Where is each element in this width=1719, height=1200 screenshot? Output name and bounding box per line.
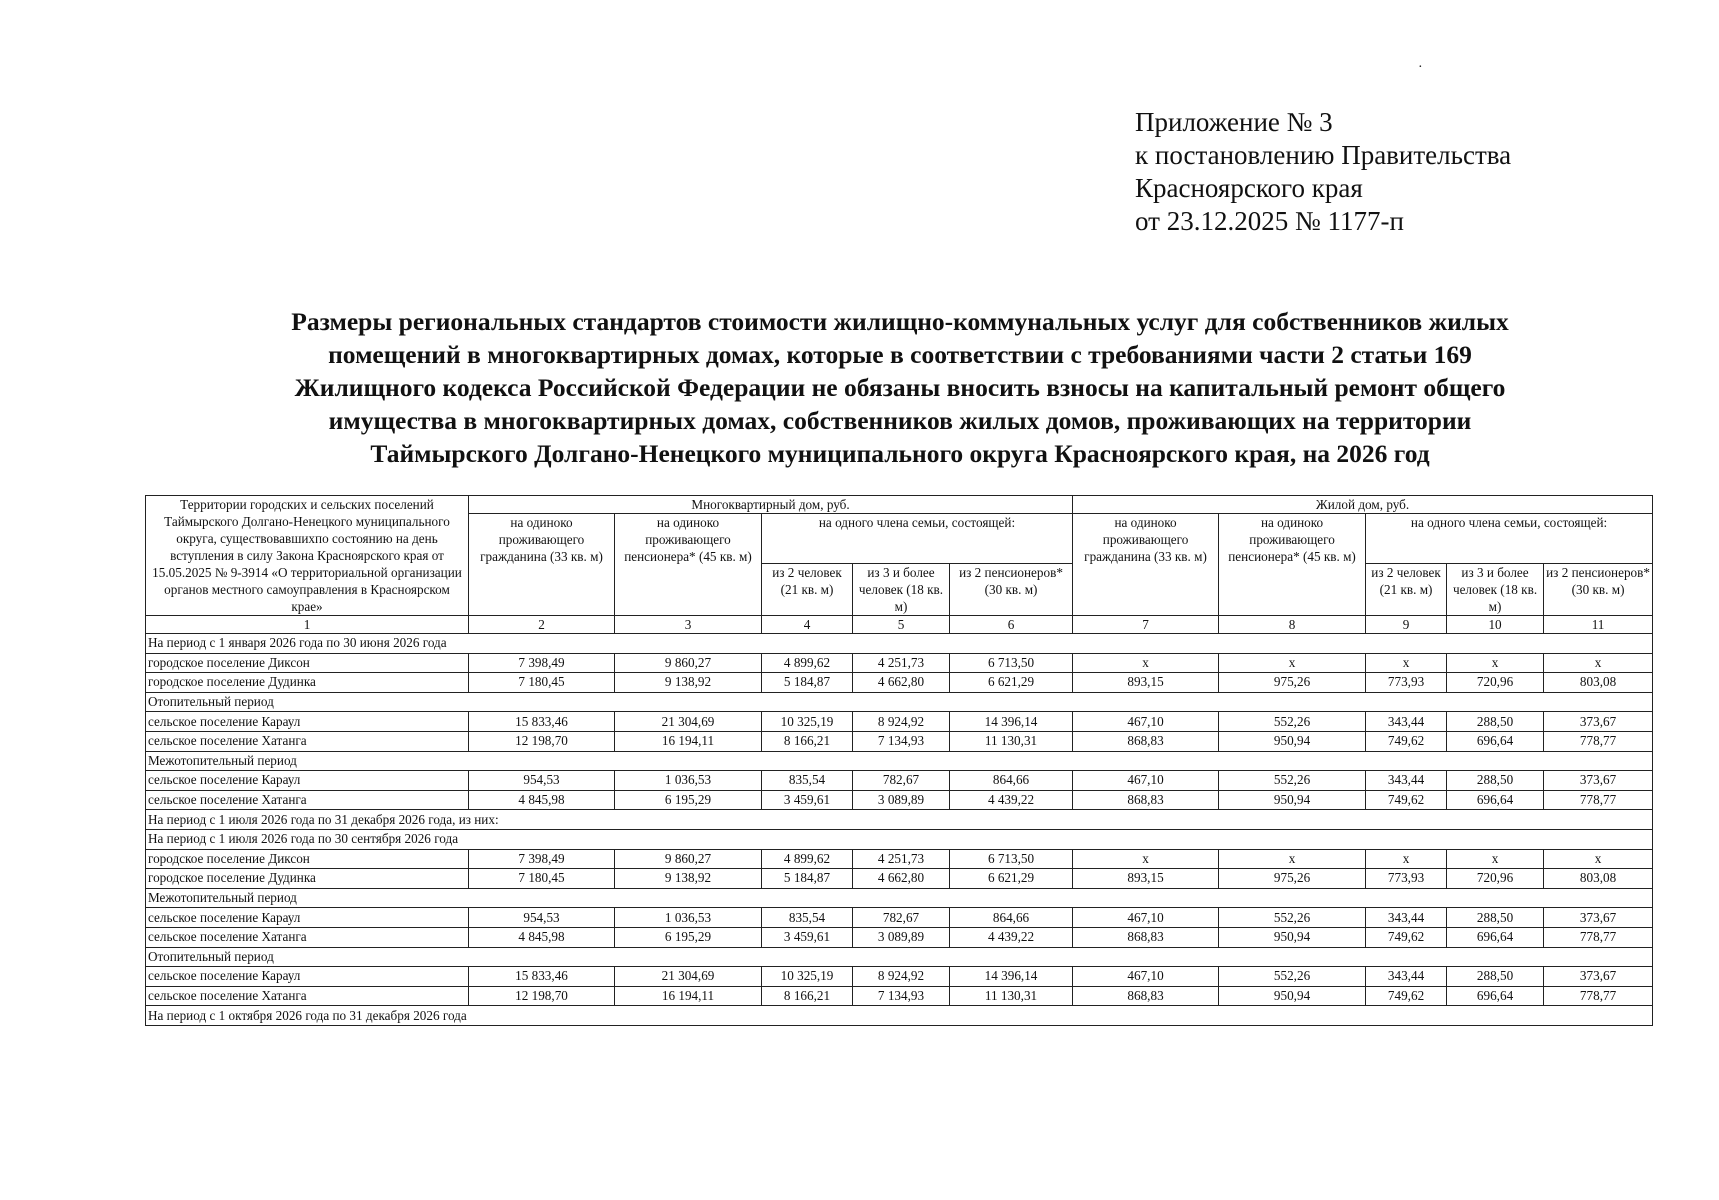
cost-value-cell: 868,83: [1073, 790, 1219, 810]
cost-value-cell: 12 198,70: [469, 986, 615, 1006]
cost-value-cell: 7 134,93: [853, 731, 950, 751]
cost-value-cell: 4 251,73: [853, 849, 950, 869]
settlement-name: городское поселение Диксон: [146, 653, 469, 673]
appendix-region: Красноярского края: [1135, 173, 1363, 203]
table-row: [146, 653, 1653, 673]
cost-value-cell: 8 924,92: [853, 712, 950, 732]
period-section-label: Отопительный период: [146, 692, 1653, 712]
cost-value-cell: 7 180,45: [469, 869, 615, 889]
cost-value-cell: 14 396,14: [950, 712, 1073, 732]
standards-table: [145, 495, 1653, 1026]
cost-value-cell: 4 899,62: [762, 849, 853, 869]
cost-value-cell: x: [1544, 849, 1653, 869]
cost-value-cell: 782,67: [853, 771, 950, 791]
cost-value-cell: 467,10: [1073, 967, 1219, 987]
cost-value-cell: x: [1544, 653, 1653, 673]
cost-value-cell: 696,64: [1447, 731, 1544, 751]
cost-value-cell: x: [1447, 849, 1544, 869]
cost-value-cell: 954,53: [469, 908, 615, 928]
cost-value-cell: 835,54: [762, 771, 853, 791]
cost-value-cell: 15 833,46: [469, 967, 615, 987]
cost-value-cell: 749,62: [1366, 927, 1447, 947]
header-house-family: на одного члена семьи, состоящей:: [1366, 514, 1653, 564]
cost-value-cell: 6 713,50: [950, 849, 1073, 869]
column-number: 11: [1544, 616, 1653, 634]
scan-speck: ·: [1418, 60, 1423, 75]
header-apt-single-citizen: на одиноко проживающего гражданина (33 кв. м): [469, 514, 615, 616]
header-apt-single-pensioner: на одиноко проживающего пенсионера* (45 кв. м): [615, 514, 762, 616]
cost-value-cell: 14 396,14: [950, 967, 1073, 987]
cost-value-cell: 950,94: [1219, 927, 1366, 947]
cost-value-cell: 9 138,92: [615, 673, 762, 693]
column-number-row: [146, 616, 1653, 634]
cost-value-cell: 288,50: [1447, 771, 1544, 791]
settlement-name: сельское поселение Хатанга: [146, 927, 469, 947]
cost-value-cell: 8 166,21: [762, 731, 853, 751]
cost-value-cell: x: [1073, 653, 1219, 673]
appendix-stamp: [1135, 106, 1511, 238]
cost-value-cell: 975,26: [1219, 673, 1366, 693]
cost-value-cell: 696,64: [1447, 986, 1544, 1006]
cost-value-cell: 4 845,98: [469, 927, 615, 947]
table-row: [146, 673, 1653, 693]
cost-value-cell: 720,96: [1447, 869, 1544, 889]
period-section-label: На период с 1 января 2026 года по 30 июня 2026 года: [146, 634, 1653, 654]
cost-value-cell: 803,08: [1544, 673, 1653, 693]
cost-value-cell: 16 194,11: [615, 986, 762, 1006]
cost-value-cell: 7 398,49: [469, 653, 615, 673]
column-number: 6: [950, 616, 1073, 634]
cost-value-cell: x: [1219, 653, 1366, 673]
cost-value-cell: 749,62: [1366, 731, 1447, 751]
cost-value-cell: 778,77: [1544, 927, 1653, 947]
cost-value-cell: 9 860,27: [615, 849, 762, 869]
period-section-row: [146, 810, 1653, 830]
cost-value-cell: 4 439,22: [950, 790, 1073, 810]
cost-value-cell: 288,50: [1447, 967, 1544, 987]
header-apt-two-pensioners: из 2 пенсионеров* (30 кв. м): [950, 564, 1073, 616]
period-section-label: Межотопительный период: [146, 888, 1653, 908]
cost-value-cell: 6 713,50: [950, 653, 1073, 673]
header-apartment-building: Многоквартирный дом, руб.: [469, 496, 1073, 514]
cost-value-cell: 11 130,31: [950, 986, 1073, 1006]
cost-value-cell: 288,50: [1447, 908, 1544, 928]
period-section-row: [146, 1006, 1653, 1026]
settlement-name: городское поселение Диксон: [146, 849, 469, 869]
column-number: 10: [1447, 616, 1544, 634]
cost-value-cell: 803,08: [1544, 869, 1653, 889]
settlement-name: сельское поселение Хатанга: [146, 731, 469, 751]
header-territory: Территории городских и сельских поселений Таймырского Долгано-Ненецкого муниципального округа, существовавшихпо состоянию на день вступления в силу Закона Красноярского края от 15.05.2025 № 9-3914 «О территориальной организации органов местного самоуправления в Красноярском крае»: [146, 496, 469, 616]
cost-value-cell: 749,62: [1366, 986, 1447, 1006]
cost-value-cell: 552,26: [1219, 771, 1366, 791]
header-apt-three-persons: из 3 и более человек (18 кв. м): [853, 564, 950, 616]
header-apt-two-persons: из 2 человек (21 кв. м): [762, 564, 853, 616]
cost-value-cell: 950,94: [1219, 986, 1366, 1006]
cost-value-cell: 696,64: [1447, 790, 1544, 810]
cost-value-cell: 4 899,62: [762, 653, 853, 673]
table-row: [146, 731, 1653, 751]
cost-value-cell: 8 166,21: [762, 986, 853, 1006]
cost-value-cell: 5 184,87: [762, 869, 853, 889]
cost-value-cell: 1 036,53: [615, 771, 762, 791]
cost-value-cell: 373,67: [1544, 908, 1653, 928]
cost-value-cell: 3 459,61: [762, 927, 853, 947]
cost-value-cell: 11 130,31: [950, 731, 1073, 751]
header-apt-family: на одного члена семьи, состоящей:: [762, 514, 1073, 564]
cost-value-cell: 950,94: [1219, 731, 1366, 751]
table-body: [146, 634, 1653, 1026]
settlement-name: городское поселение Дудинка: [146, 869, 469, 889]
cost-value-cell: x: [1366, 849, 1447, 869]
cost-value-cell: 749,62: [1366, 790, 1447, 810]
title-line: помещений в многоквартирных домах, которые в соответствии с требованиями части 2 статьи 169: [328, 340, 1472, 369]
cost-value-cell: 10 325,19: [762, 712, 853, 732]
cost-value-cell: 868,83: [1073, 731, 1219, 751]
cost-value-cell: 950,94: [1219, 790, 1366, 810]
cost-value-cell: 21 304,69: [615, 712, 762, 732]
cost-value-cell: 3 089,89: [853, 927, 950, 947]
cost-value-cell: 343,44: [1366, 712, 1447, 732]
cost-value-cell: 9 138,92: [615, 869, 762, 889]
period-section-row: [146, 634, 1653, 654]
table-row: [146, 986, 1653, 1006]
table-row: [146, 927, 1653, 947]
period-section-row: [146, 751, 1653, 771]
table-row: [146, 712, 1653, 732]
cost-value-cell: 10 325,19: [762, 967, 853, 987]
header-house-two-persons: из 2 человек (21 кв. м): [1366, 564, 1447, 616]
title-line: Таймырского Долгано-Ненецкого муниципального округа Красноярского края, на 2026 год: [370, 439, 1430, 468]
cost-value-cell: 1 036,53: [615, 908, 762, 928]
cost-value-cell: 778,77: [1544, 986, 1653, 1006]
period-section-label: На период с 1 октября 2026 года по 31 декабря 2026 года: [146, 1006, 1653, 1026]
cost-value-cell: 6 621,29: [950, 869, 1073, 889]
cost-value-cell: 835,54: [762, 908, 853, 928]
cost-value-cell: 552,26: [1219, 967, 1366, 987]
cost-value-cell: x: [1073, 849, 1219, 869]
cost-value-cell: x: [1366, 653, 1447, 673]
cost-value-cell: 4 251,73: [853, 653, 950, 673]
cost-value-cell: 6 195,29: [615, 927, 762, 947]
cost-value-cell: 7 398,49: [469, 849, 615, 869]
cost-value-cell: 4 845,98: [469, 790, 615, 810]
appendix-resolution: к постановлению Правительства: [1135, 140, 1512, 170]
cost-value-cell: 778,77: [1544, 731, 1653, 751]
cost-value-cell: 5 184,87: [762, 673, 853, 693]
cost-value-cell: x: [1447, 653, 1544, 673]
column-number: 9: [1366, 616, 1447, 634]
title-line: Жилищного кодекса Российской Федерации не обязаны вносить взносы на капитальный ремонт общего: [294, 373, 1506, 402]
cost-value-cell: 864,66: [950, 771, 1073, 791]
document-title: [150, 305, 1650, 470]
table-row: [146, 967, 1653, 987]
cost-value-cell: 893,15: [1073, 869, 1219, 889]
cost-value-cell: 773,93: [1366, 869, 1447, 889]
settlement-name: сельское поселение Караул: [146, 712, 469, 732]
header-house-two-pensioners: из 2 пенсионеров* (30 кв. м): [1544, 564, 1653, 616]
cost-value-cell: 288,50: [1447, 712, 1544, 732]
cost-value-cell: 868,83: [1073, 986, 1219, 1006]
settlement-name: сельское поселение Хатанга: [146, 790, 469, 810]
cost-value-cell: 720,96: [1447, 673, 1544, 693]
cost-value-cell: 12 198,70: [469, 731, 615, 751]
cost-value-cell: 778,77: [1544, 790, 1653, 810]
table-row: [146, 849, 1653, 869]
settlement-name: сельское поселение Караул: [146, 967, 469, 987]
cost-value-cell: 6 621,29: [950, 673, 1073, 693]
cost-value-cell: 552,26: [1219, 712, 1366, 732]
column-number: 3: [615, 616, 762, 634]
cost-value-cell: x: [1219, 849, 1366, 869]
header-house-single-pensioner: на одиноко проживающего пенсионера* (45 кв. м): [1219, 514, 1366, 616]
cost-value-cell: 3 089,89: [853, 790, 950, 810]
cost-value-cell: 864,66: [950, 908, 1073, 928]
period-section-row: [146, 888, 1653, 908]
cost-value-cell: 782,67: [853, 908, 950, 928]
cost-value-cell: 373,67: [1544, 967, 1653, 987]
cost-value-cell: 975,26: [1219, 869, 1366, 889]
cost-value-cell: 9 860,27: [615, 653, 762, 673]
header-house-three-persons: из 3 и более человек (18 кв. м): [1447, 564, 1544, 616]
cost-value-cell: 4 439,22: [950, 927, 1073, 947]
column-number: 5: [853, 616, 950, 634]
cost-value-cell: 467,10: [1073, 712, 1219, 732]
cost-value-cell: 7 134,93: [853, 986, 950, 1006]
table-row: [146, 908, 1653, 928]
column-number: 8: [1219, 616, 1366, 634]
table-row: [146, 790, 1653, 810]
cost-value-cell: 868,83: [1073, 927, 1219, 947]
header-house-single-citizen: на одиноко проживающего гражданина (33 кв. м): [1073, 514, 1219, 616]
period-section-label: Отопительный период: [146, 947, 1653, 967]
period-section-row: [146, 829, 1653, 849]
cost-value-cell: 467,10: [1073, 771, 1219, 791]
cost-value-cell: 373,67: [1544, 712, 1653, 732]
title-line: имущества в многоквартирных домах, собственников жилых домов, проживающих на территории: [328, 406, 1472, 435]
cost-value-cell: 467,10: [1073, 908, 1219, 928]
column-number: 4: [762, 616, 853, 634]
settlement-name: сельское поселение Караул: [146, 771, 469, 791]
column-number: 1: [146, 616, 469, 634]
cost-value-cell: 8 924,92: [853, 967, 950, 987]
appendix-number: Приложение № 3: [1135, 107, 1333, 137]
cost-value-cell: 954,53: [469, 771, 615, 791]
settlement-name: сельское поселение Хатанга: [146, 986, 469, 1006]
cost-value-cell: 343,44: [1366, 771, 1447, 791]
column-number: 7: [1073, 616, 1219, 634]
cost-value-cell: 343,44: [1366, 908, 1447, 928]
period-section-label: На период с 1 июля 2026 года по 31 декабря 2026 года, из них:: [146, 810, 1653, 830]
period-section-row: [146, 692, 1653, 712]
cost-value-cell: 696,64: [1447, 927, 1544, 947]
cost-value-cell: 3 459,61: [762, 790, 853, 810]
cost-value-cell: 343,44: [1366, 967, 1447, 987]
cost-value-cell: 552,26: [1219, 908, 1366, 928]
period-section-label: На период с 1 июля 2026 года по 30 сентября 2026 года: [146, 829, 1653, 849]
settlement-name: сельское поселение Караул: [146, 908, 469, 928]
cost-value-cell: 893,15: [1073, 673, 1219, 693]
cost-value-cell: 15 833,46: [469, 712, 615, 732]
settlement-name: городское поселение Дудинка: [146, 673, 469, 693]
cost-value-cell: 16 194,11: [615, 731, 762, 751]
table-row: [146, 771, 1653, 791]
cost-value-cell: 4 662,80: [853, 673, 950, 693]
cost-value-cell: 21 304,69: [615, 967, 762, 987]
cost-value-cell: 373,67: [1544, 771, 1653, 791]
header-residential-house: Жилой дом, руб.: [1073, 496, 1653, 514]
table-row: [146, 869, 1653, 889]
cost-value-cell: 773,93: [1366, 673, 1447, 693]
title-line: Размеры региональных стандартов стоимости жилищно-коммунальных услуг для собственников жилых: [291, 307, 1509, 336]
cost-value-cell: 6 195,29: [615, 790, 762, 810]
appendix-date: от 23.12.2025 № 1177-п: [1135, 206, 1404, 236]
period-section-label: Межотопительный период: [146, 751, 1653, 771]
cost-value-cell: 4 662,80: [853, 869, 950, 889]
period-section-row: [146, 947, 1653, 967]
cost-value-cell: 7 180,45: [469, 673, 615, 693]
column-number: 2: [469, 616, 615, 634]
